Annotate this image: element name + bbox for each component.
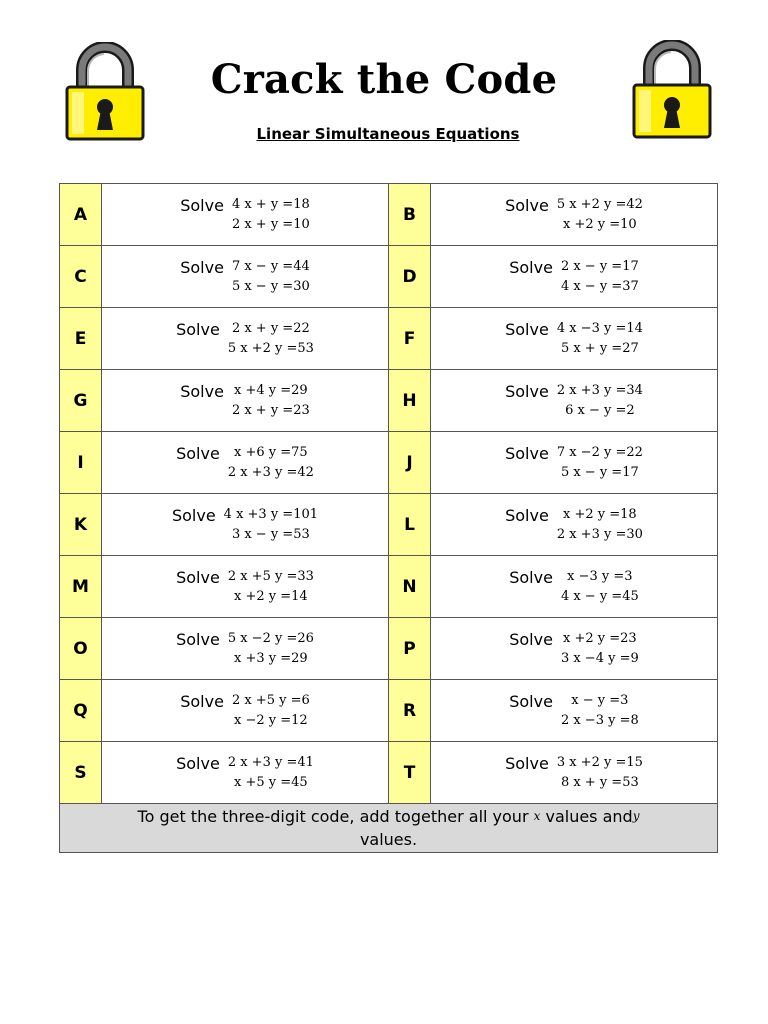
letter-cell: G [60, 370, 102, 432]
instructions-text-1: To get the three-digit code, add together all your [137, 807, 534, 826]
equation-stack [224, 505, 318, 545]
equation-stack [232, 257, 310, 297]
equation-pair [102, 629, 388, 669]
equation-1: 4 x −3 y =14 [556, 320, 643, 336]
letter-cell: Q [60, 680, 102, 742]
problem-cell [431, 370, 718, 432]
equation-pair [431, 319, 717, 359]
instructions-text-3: values. [359, 830, 418, 849]
equation-pair [431, 381, 717, 421]
letter-cell: O [60, 618, 102, 680]
problem-cell [102, 494, 389, 556]
problem-cell [102, 246, 389, 308]
solve-label: Solve [176, 444, 220, 463]
problem-cell [431, 742, 718, 804]
equation-pair [102, 257, 388, 297]
equation-2: 5 x − y =30 [231, 278, 310, 294]
equation-stack [557, 319, 643, 359]
letter-cell: K [60, 494, 102, 556]
problem-cell [431, 308, 718, 370]
table-row [60, 618, 718, 680]
letter-cell: J [389, 432, 431, 494]
solve-label: Solve [180, 692, 224, 711]
solve-label: Solve [505, 382, 549, 401]
equation-1: 5 x −2 y =26 [227, 630, 314, 646]
equation-1: x − y =3 [571, 692, 629, 708]
variable-y: y [632, 809, 640, 823]
instructions-text-2: values and [540, 807, 633, 826]
problem-cell [431, 556, 718, 618]
solve-label: Solve [180, 196, 224, 215]
solve-label: Solve [505, 444, 549, 463]
table-row [60, 494, 718, 556]
equation-2: 3 x −4 y =9 [560, 650, 639, 666]
letter-cell: H [389, 370, 431, 432]
table-row [60, 432, 718, 494]
equation-pair [431, 195, 717, 235]
equation-stack [561, 691, 639, 731]
solve-label: Solve [509, 568, 553, 587]
equation-1: 2 x +5 y =33 [227, 568, 314, 584]
equation-1: 7 x −2 y =22 [556, 444, 643, 460]
problem-cell [102, 370, 389, 432]
solve-label: Solve [509, 258, 553, 277]
equation-stack [228, 753, 314, 793]
solve-label: Solve [509, 630, 553, 649]
equation-2: 2 x + y =10 [231, 216, 310, 232]
problem-cell [102, 308, 389, 370]
equation-2: 8 x + y =53 [560, 774, 639, 790]
problem-cell [102, 618, 389, 680]
solve-label: Solve [505, 506, 549, 525]
solve-label: Solve [509, 692, 553, 711]
equation-pair [102, 753, 388, 793]
equation-1: 4 x +3 y =101 [223, 506, 319, 522]
letter-cell: D [389, 246, 431, 308]
letter-cell: R [389, 680, 431, 742]
equation-2: 5 x +2 y =53 [227, 340, 314, 356]
problem-cell [431, 432, 718, 494]
equation-1: 4 x + y =18 [231, 196, 310, 212]
solve-label: Solve [176, 754, 220, 773]
equation-1: 5 x +2 y =42 [556, 196, 643, 212]
letter-cell: T [389, 742, 431, 804]
equation-2: x +3 y =29 [234, 650, 308, 666]
equation-stack [228, 443, 314, 483]
problem-cell [431, 680, 718, 742]
equation-stack [557, 505, 643, 545]
equation-1: x +4 y =29 [234, 382, 308, 398]
equation-2: 2 x −3 y =8 [560, 712, 639, 728]
equation-2: x −2 y =12 [234, 712, 308, 728]
equation-1: 2 x − y =17 [560, 258, 639, 274]
problem-cell [102, 680, 389, 742]
equation-1: 3 x +2 y =15 [556, 754, 643, 770]
problem-cell [102, 556, 389, 618]
equation-pair [431, 505, 717, 545]
letter-cell: C [60, 246, 102, 308]
table-row [60, 308, 718, 370]
solve-label: Solve [176, 568, 220, 587]
equation-1: x −3 y =3 [567, 568, 633, 584]
letter-cell: A [60, 184, 102, 246]
equation-pair [431, 443, 717, 483]
equation-1: 2 x +5 y =6 [231, 692, 310, 708]
table-row [60, 370, 718, 432]
equation-pair [431, 257, 717, 297]
solve-label: Solve [171, 506, 216, 525]
equation-stack [557, 195, 643, 235]
letter-cell: N [389, 556, 431, 618]
page-title: Crack the Code [210, 56, 558, 103]
equation-2: 2 x + y =23 [231, 402, 310, 418]
problem-cell [102, 184, 389, 246]
table-row [60, 556, 718, 618]
equation-pair [102, 567, 388, 607]
equation-pair [431, 629, 717, 669]
letter-cell: L [389, 494, 431, 556]
subtitle-text: Linear Simultaneous Equations [256, 125, 520, 143]
equation-2: 5 x + y =27 [560, 340, 639, 356]
equation-2: x +5 y =45 [234, 774, 308, 790]
solve-label: Solve [180, 382, 224, 401]
equation-stack [557, 753, 643, 793]
equation-stack [232, 691, 310, 731]
letter-cell: P [389, 618, 431, 680]
problem-cell [431, 184, 718, 246]
problem-cell [102, 432, 389, 494]
equation-2: x +2 y =14 [234, 588, 308, 604]
equation-stack [232, 381, 310, 421]
equation-2: 2 x +3 y =42 [227, 464, 314, 480]
equation-stack [228, 567, 314, 607]
equation-2: 5 x − y =17 [560, 464, 639, 480]
equation-stack [228, 319, 314, 359]
equation-pair [102, 195, 388, 235]
equation-stack [561, 629, 639, 669]
equation-pair [431, 567, 717, 607]
table-row [60, 742, 718, 804]
equation-1: 2 x + y =22 [231, 320, 310, 336]
equation-2: 2 x +3 y =30 [556, 526, 643, 542]
table-row [60, 184, 718, 246]
problem-cell [431, 494, 718, 556]
equation-1: x +2 y =18 [563, 506, 637, 522]
problem-cell [102, 742, 389, 804]
problem-cell [431, 618, 718, 680]
solve-label: Solve [505, 754, 549, 773]
equation-1: x +6 y =75 [234, 444, 308, 460]
equation-stack [557, 443, 643, 483]
equation-stack [557, 381, 643, 421]
letter-cell: I [60, 432, 102, 494]
equation-stack [228, 629, 314, 669]
solve-label: Solve [180, 258, 224, 277]
equation-pair [431, 753, 717, 793]
solve-label: Solve [505, 196, 549, 215]
solve-label: Solve [176, 630, 220, 649]
code-table [59, 183, 718, 853]
equation-pair [102, 319, 388, 359]
equation-2: 6 x − y =2 [565, 402, 635, 418]
equation-stack [561, 257, 639, 297]
variable-x: x [533, 809, 541, 823]
equation-pair [102, 505, 388, 545]
equation-pair [431, 691, 717, 731]
equation-1: 2 x +3 y =34 [556, 382, 643, 398]
equation-1: x +2 y =23 [563, 630, 637, 646]
page-subtitle [0, 125, 768, 143]
problem-cell [431, 246, 718, 308]
letter-cell: B [389, 184, 431, 246]
equation-2: 4 x − y =45 [560, 588, 639, 604]
instructions-footer [60, 804, 718, 853]
equation-1: 7 x − y =44 [231, 258, 310, 274]
solve-label: Solve [176, 320, 220, 339]
letter-cell: M [60, 556, 102, 618]
equation-stack [561, 567, 639, 607]
equation-1: 2 x +3 y =41 [227, 754, 314, 770]
table-row [60, 246, 718, 308]
equation-2: x +2 y =10 [563, 216, 637, 232]
equation-pair [102, 443, 388, 483]
equation-pair [102, 381, 388, 421]
equation-pair [102, 691, 388, 731]
letter-cell: E [60, 308, 102, 370]
letter-cell: S [60, 742, 102, 804]
solve-label: Solve [505, 320, 549, 339]
letter-cell: F [389, 308, 431, 370]
equation-2: 3 x − y =53 [231, 526, 310, 542]
equation-stack [232, 195, 310, 235]
equation-2: 4 x − y =37 [560, 278, 639, 294]
table-row [60, 680, 718, 742]
